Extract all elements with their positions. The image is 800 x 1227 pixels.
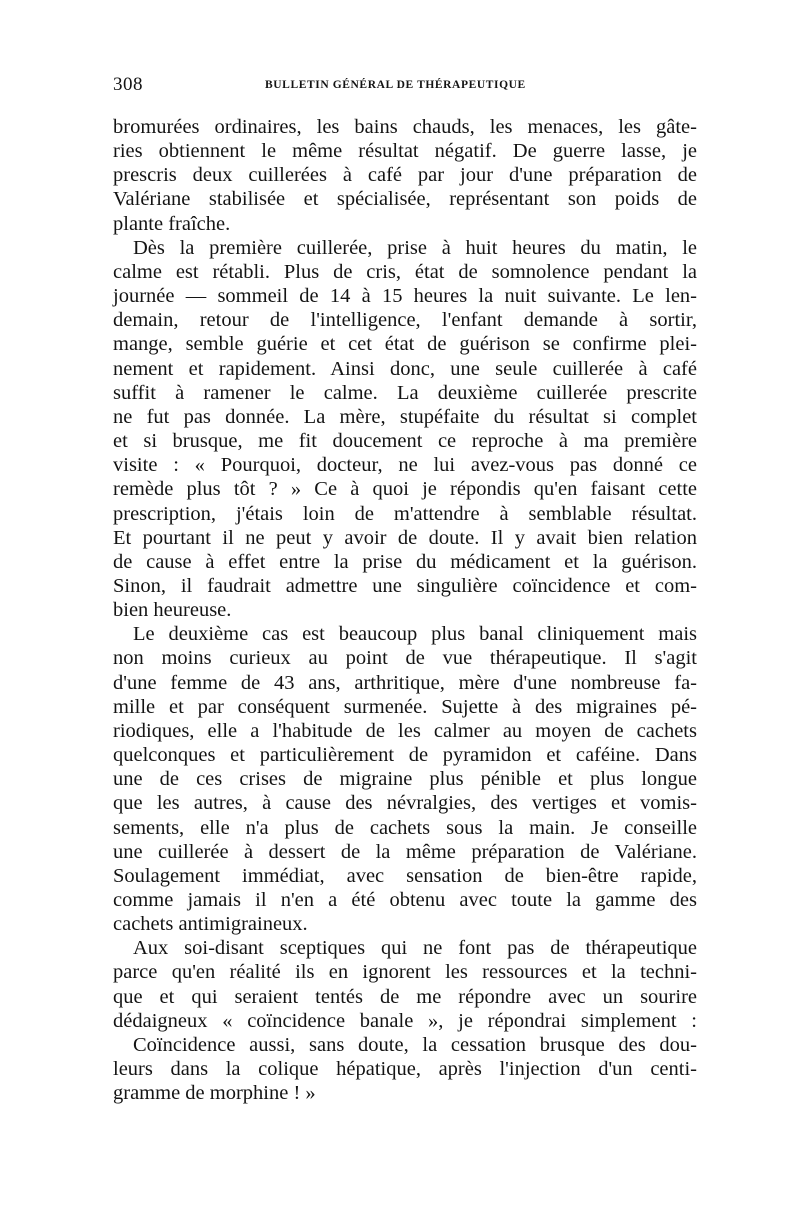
text-line: parce qu'en réalité ils en ignorent les ressources et la techni-	[113, 961, 697, 984]
text-line: une de ces crises de migraine plus pénible et plus longue	[113, 768, 697, 791]
text-line: remède plus tôt ? » Ce à quoi je répondis qu'en faisant cette	[113, 478, 697, 501]
text-line: Sinon, il faudrait admettre une singulière coïncidence et com-	[113, 574, 697, 597]
text-line: visite : « Pourquoi, docteur, ne lui avez-vous pas donné ce	[113, 454, 697, 477]
text-line: journée — sommeil de 14 à 15 heures la nuit suivante. Le len-	[113, 285, 697, 308]
page-number: 308	[113, 74, 143, 95]
text-line: non moins curieux au point de vue thérapeutique. Il s'agit	[113, 647, 697, 670]
text-line: suffit à ramener le calme. La deuxième cuillerée prescrite	[113, 381, 697, 404]
text-line: plante fraîche.	[113, 212, 231, 235]
running-title: BULLETIN GÉNÉRAL DE THÉRAPEUTIQUE	[265, 79, 526, 91]
text-line: prescris deux cuillerées à café par jour d'une préparation de	[113, 164, 697, 187]
text-line: et si brusque, me fit doucement ce reproche à ma première	[113, 430, 697, 453]
text-line: mille et par conséquent surmenée. Sujette à des migraines pé-	[113, 695, 697, 718]
text-line: prescription, j'étais loin de m'attendre à semblable résultat.	[113, 502, 697, 525]
text-line: de cause à effet entre la prise du médicament et la guérison.	[113, 550, 697, 573]
running-header	[113, 74, 713, 98]
text-line: quelconques et particulièrement de pyramidon et caféine. Dans	[113, 744, 697, 767]
text-line: Coïncidence aussi, sans doute, la cessation brusque des dou-	[133, 1033, 697, 1056]
text-line: d'une femme de 43 ans, arthritique, mère d'une nombreuse fa-	[113, 671, 697, 694]
text-line: une cuillerée à dessert de la même préparation de Valériane.	[113, 840, 697, 863]
text-line: sements, elle n'a plus de cachets sous la main. Je conseille	[113, 816, 697, 839]
text-line: comme jamais il n'en a été obtenu avec toute la gamme des	[113, 889, 697, 911]
text-line: ries obtiennent le même résultat négatif. De guerre lasse, je	[113, 140, 697, 163]
text-line: Valériane stabilisée et spécialisée, représentant son poids de	[113, 188, 697, 211]
text-line: bien heureuse.	[113, 599, 232, 622]
text-line: que et qui seraient tentés de me répondre avec un sourire	[113, 985, 697, 1008]
text-line: leurs dans la colique hépatique, après l'injection d'un centi-	[113, 1058, 697, 1081]
text-line: Le deuxième cas est beaucoup plus banal cliniquement mais	[133, 623, 697, 646]
body-text	[113, 115, 697, 1105]
text-line: riodiques, elle a l'habitude de les calmer au moyen de cachets	[113, 719, 697, 742]
text-line: dédaigneux « coïncidence banale », je répondrai simplement :	[113, 1009, 697, 1032]
text-line: que les autres, à cause des névralgies, des vertiges et vomis-	[113, 792, 697, 815]
text-line: cachets antimigraineux.	[113, 913, 308, 936]
text-line: ne fut pas donnée. La mère, stupéfaite du résultat si complet	[113, 405, 697, 428]
text-line: demain, retour de l'intelligence, l'enfant demande à sortir,	[113, 309, 697, 332]
text-line: Soulagement immédiat, avec sensation de bien-être rapide,	[113, 864, 697, 887]
text-line: nement et rapidement. Ainsi donc, une seule cuillerée à café	[113, 357, 697, 380]
text-line: mange, semble guérie et cet état de guérison se confirme plei-	[113, 333, 697, 356]
text-line: Et pourtant il ne peut y avoir de doute. Il y avait bien relation	[113, 526, 697, 549]
text-line: bromurées ordinaires, les bains chauds, les menaces, les gâte-	[113, 116, 697, 138]
text-line: calme est rétabli. Plus de cris, état de somnolence pendant la	[113, 260, 697, 283]
text-line: gramme de morphine ! »	[113, 1082, 316, 1105]
text-line: Dès la première cuillerée, prise à huit heures du matin, le	[133, 236, 697, 259]
text-line: Aux soi-disant sceptiques qui ne font pas de thérapeutique	[133, 937, 697, 960]
